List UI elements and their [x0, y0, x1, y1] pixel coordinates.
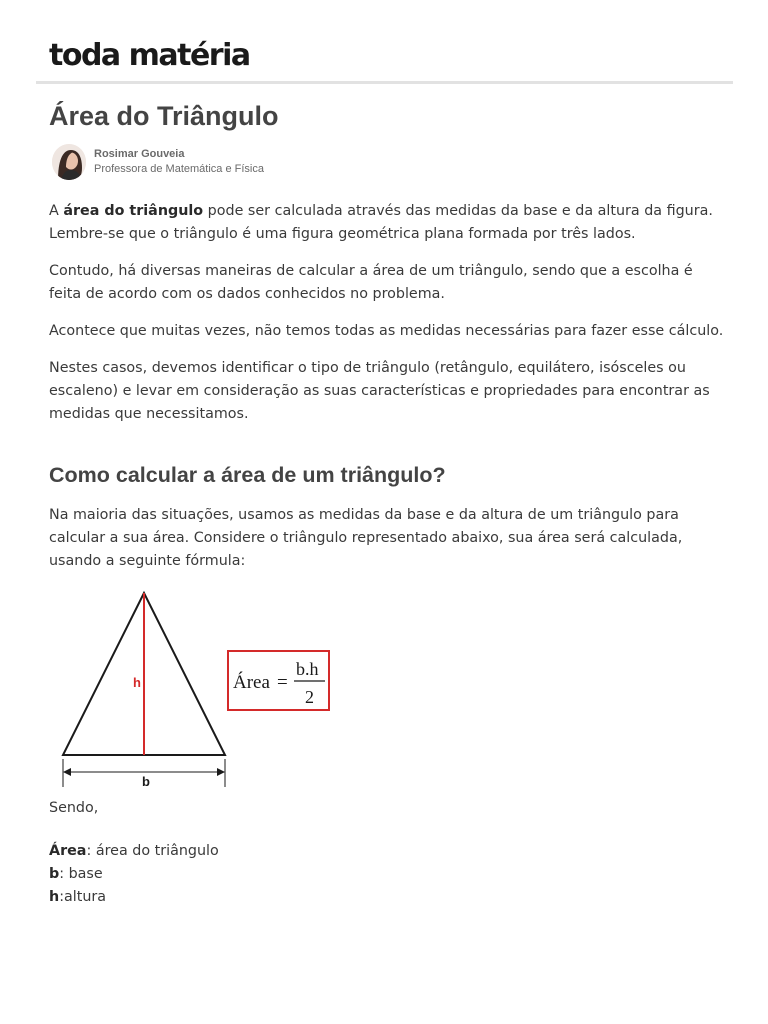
avatar-image: [52, 144, 86, 180]
definition-area: [49, 840, 729, 863]
arrow-left: [63, 768, 71, 776]
formula-lhs: Área: [233, 672, 270, 693]
intro-paragraph-2: Contudo, há diversas maneiras de calcular a área de um triângulo, sendo que a escolha é feita de acordo com os dados conhecidos no problema.: [49, 263, 693, 302]
height-label: h: [133, 675, 141, 690]
definition-term: Área: [49, 843, 87, 859]
intro-paragraph-3: Acontece que muitas vezes, não temos todas as medidas necessárias para fazer esse cálculo.: [49, 323, 724, 339]
definition-height: [49, 886, 729, 909]
intro-paragraph-4: Nestes casos, devemos identificar o tipo de triângulo (retângulo, equilátero, isósceles ou escaleno) e levar em consideração as suas características e propriedades para encontrar as medidas que necessitamos.: [49, 360, 710, 422]
author-role: Professora de Matemática e Física: [94, 163, 264, 175]
section-heading: Como calcular a área de um triângulo?: [49, 463, 446, 487]
definition-desc: :altura: [59, 889, 107, 905]
intro-p1-bold: área do triângulo: [63, 203, 204, 219]
article-body: [49, 200, 729, 909]
formula-denominator: 2: [305, 687, 314, 707]
page-title: Área do Triângulo: [49, 101, 279, 131]
intro-p1-pre: A: [49, 203, 64, 219]
base-label: b: [142, 774, 150, 787]
site-logo[interactable]: toda matéria: [49, 38, 250, 73]
definition-desc: : base: [59, 866, 103, 882]
author-avatar[interactable]: [52, 144, 86, 180]
arrow-right: [217, 768, 225, 776]
author-name[interactable]: Rosimar Gouveia: [94, 148, 185, 160]
section-paragraph-1: Na maioria das situações, usamos as medidas da base e da altura de um triângulo para calcular a sua área. Considere o triângulo representado abaixo, sua área será calculada, usando a seguinte fórmula:: [49, 507, 683, 569]
triangle-diagram: [47, 587, 347, 787]
definitions-list: [49, 840, 729, 909]
definition-term: h: [49, 889, 60, 905]
intro-paragraph-1: [49, 200, 729, 246]
formula-numerator: b.h: [296, 659, 319, 679]
sendo-text: Sendo,: [49, 800, 99, 816]
author-info: [52, 144, 452, 184]
definition-base: [49, 863, 729, 886]
formula-equals: =: [277, 672, 288, 693]
intro-p1-post: pode ser calculada através das medidas da base e da altura da figura. Lembre-se que o triângulo é uma figura geométrica plana formada por três lados.: [49, 203, 713, 242]
triangle-figure: [47, 587, 347, 787]
definition-desc: : área do triângulo: [86, 843, 219, 859]
definition-term: b: [49, 866, 60, 882]
header-divider: [36, 81, 733, 84]
